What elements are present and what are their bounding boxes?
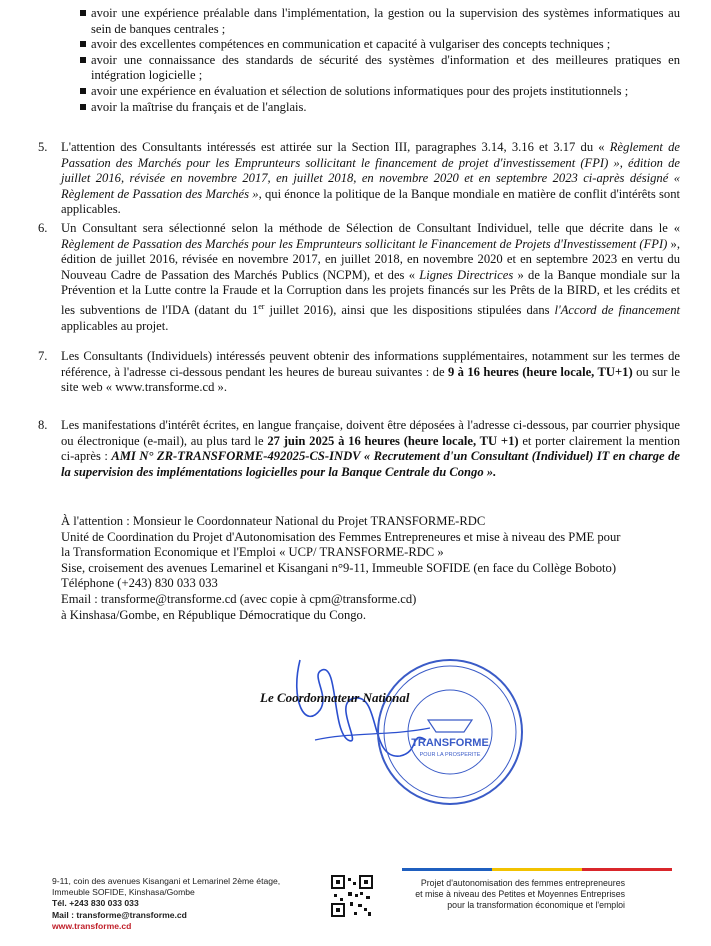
signatory-title: Le Coordonnateur National — [260, 690, 410, 705]
address-line: Téléphone (+243) 830 033 033 — [61, 576, 218, 591]
address-line: Unité de Coordination du Projet d'Autonomisation des Femmes Entrepreneures et mise à niveau des PME pour — [61, 529, 621, 544]
address-line: Email : transforme@transforme.cd (avec copie à cpm@transforme.cd) — [61, 591, 417, 606]
requirements-list — [80, 6, 680, 115]
bullet-square-icon — [80, 41, 86, 47]
address-line: À l'attention : Monsieur le Coordonnateur National du Projet TRANSFORME-RDC — [61, 514, 486, 528]
bullet-square-icon — [80, 88, 86, 94]
paragraph-number: 5. — [38, 140, 48, 154]
footer-website-link[interactable]: www.transforme.cd — [52, 920, 132, 931]
paragraph-8: 8. Les manifestations d'intérêt écrites, en langue française, doivent être déposées à l'adresse ci-dessous, par courrier physique ou électronique (e-mail), au plus tard le 27 juin 2025 à 16 heures (heure locale, TU +1) et porter clairement la mention ci-après : AMI N° ZR-TRANSFORME-492025-CS-INDV « Recrutement d'un Consultant (Individuel) IT en charge de la supervision des implémentations logicielles pour la Banque Centrale du Congo ». — [38, 418, 680, 479]
paragraph-5: 5. L'attention des Consultants intéressés est attirée sur la Section III, paragraphes 3.14, 3.16 et 3.17 du « Règlement de Passation des Marchés pour les Emprunteurs sollicitant le financement de projet d'investissement (FPI) », édition de juillet 2016, révisée en novembre 2017, en juillet 2018, en novembre 2020 et en septembre 2023 ci-après désigné « Règlement de Passation des Marchés », qui énonce la politique de la Banque mondiale en matière de conflit d'intérêts sont applicables. — [38, 140, 681, 217]
paragraph-6: 6. Un Consultant sera sélectionné selon la méthode de Sélection de Consultant Individuel, telle que décrite dans le « Règlement de Passation des Marchés pour les Emprunteurs sollicitant le Financement de Projets d'Investissement (FPI) », édition de juillet 2016, révisée en novembre 2017, en juillet 2018, en novembre 2020 et en septembre 2023 en vertu du Nouveau Cadre de Passation des Marchés Publics (NCPM), et des « Lignes Directrices » de la Banque mondiale sur la Prévention et la Lutte contre la Fraude et la Corruption dans les projets financés sur les Prêts de la BIRD, et les crédits et les subventions de l'IDA (datant du 1er juillet 2016), ainsi que les dispositions stipulées dans l'Accord de financement applicables au projet. — [38, 221, 681, 333]
qr-code-icon — [330, 874, 374, 918]
footer-project-name: Projet d'autonomisation des femmes entrepreneures et mise à niveau des Petites et Moyennes Entreprises pour la transformation économique et l'emploi — [415, 878, 625, 910]
stamp-brand: TRANSFORME — [411, 737, 489, 749]
bullet-square-icon — [80, 10, 86, 16]
footer-contact — [52, 876, 280, 932]
paragraph-number: 6. — [38, 221, 48, 235]
paragraph-7: 7. Les Consultants (Individuels) intéressés peuvent obtenir des informations supplémentaires, notamment sur les termes de référence, à l'adresse ci-dessous pendant les heures de bureau suivantes : de 9 à 16 heures (heure locale, TU+1) ou sur le site web « www.transforme.cd ». — [38, 349, 680, 395]
footer-phone: Tél. +243 830 033 033 — [52, 898, 139, 909]
stamp-emblem-icon — [428, 720, 472, 732]
page-footer — [0, 862, 711, 946]
signature-and-stamp — [260, 640, 530, 810]
footer-address-line: 9-11, coin des avenues Kisangani et Lemarinel 2ème étage, — [52, 876, 281, 886]
paragraph-number: 7. — [38, 349, 48, 363]
requirement-item: avoir des excellentes compétences en communication et capacité à vulgariser des concepts techniques ; — [80, 37, 680, 53]
requirement-item: avoir une expérience en évaluation et sélection de solutions informatiques pour des projets institutionnels ; — [80, 84, 680, 100]
stamp-tagline: POUR LA PROSPERITE — [419, 752, 481, 758]
requirement-item: avoir la maîtrise du français et de l'anglais. — [80, 100, 680, 116]
address-line: la Transformation Economique et l'Emploi « UCP/ TRANSFORME-RDC » — [61, 545, 444, 560]
address-line: Sise, croisement des avenues Lemarinel et Kisangani n°9-11, Immeuble SOFIDE (en face du Collège Boboto) — [61, 560, 617, 575]
bullet-square-icon — [80, 104, 86, 110]
footer-email: Mail : transforme@transforme.cd — [52, 909, 187, 920]
paragraph-number: 8. — [38, 418, 48, 432]
bullet-square-icon — [80, 57, 86, 63]
address-line: à Kinshasa/Gombe, en République Démocratique du Congo. — [61, 607, 366, 622]
footer-color-stripe — [402, 868, 672, 871]
footer-address-line: Immeuble SOFIDE, Kinshasa/Gombe — [52, 887, 195, 898]
contact-address-block — [61, 514, 681, 623]
requirement-item: avoir une expérience préalable dans l'implémentation, la gestion ou la supervision des systèmes informatiques au sein de banques centrales ; — [80, 6, 680, 37]
requirement-item: avoir une connaissance des standards de sécurité des systèmes d'information et des meilleures pratiques en intégration logicielle ; — [80, 53, 680, 84]
